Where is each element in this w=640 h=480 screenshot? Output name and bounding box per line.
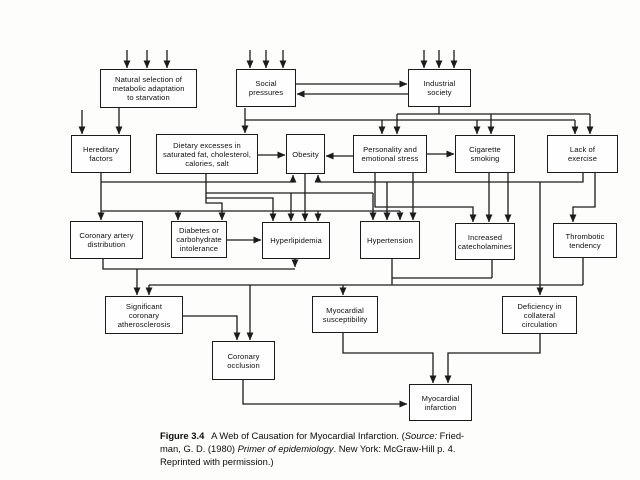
node-diabetes (171, 221, 227, 258)
node-label-line: Hyperlipidemia (270, 236, 322, 245)
node-myocardial-susceptibility (312, 296, 378, 333)
node-label-line: Coronary artery (79, 231, 134, 240)
node-social-pressures (236, 69, 296, 107)
node-label-line: Social (255, 79, 277, 88)
node-industrial-society (408, 69, 471, 107)
node-label-line: metabolic adaptation (112, 84, 185, 93)
node-label-line: Hypertension (367, 235, 413, 245)
node-label-line: calories, salt (185, 158, 229, 168)
node-label-line: catecholamines (457, 241, 513, 251)
node-coronary-artery-distribution (70, 221, 143, 259)
node-lack-of-exercise (547, 135, 618, 173)
node-label-line: to starvation (127, 93, 170, 102)
caption-text: Reprinted with permission.) (160, 455, 274, 467)
node-label-line: Cigarette (469, 145, 501, 154)
node-label-line: Obesity (292, 149, 319, 159)
node-label-line: Natural selection of (114, 75, 182, 84)
node-label-line: Myocardial (326, 305, 364, 315)
node-label-line: saturated fat, cholesterol, (163, 149, 251, 159)
caption-line-2 (160, 443, 464, 456)
caption-italic-text: Primer of epidemiology (237, 442, 334, 454)
caption-figure-label: Figure 3.4 (160, 430, 205, 441)
edge-dietary-to-diabetes (206, 174, 222, 220)
node-label-line: Hereditary (82, 145, 120, 154)
edge-atherosclerosis-to-occlusion (183, 316, 237, 340)
bus-atherosclerosis-upper (103, 259, 295, 269)
node-label-line: susceptibility (322, 314, 368, 324)
node-label-line: collateral (523, 310, 556, 320)
edge-personality-to-catecholamines (375, 173, 473, 222)
node-label-line: Significant (125, 301, 163, 311)
node-label-line: infarction (424, 402, 457, 412)
caption-italic-text: Source: (404, 430, 438, 441)
edge-occlusion-to-infarction (243, 380, 407, 404)
node-label-line: coronary (128, 310, 160, 320)
node-label-line: intolerance (179, 244, 219, 253)
node-label-line: Coronary (227, 351, 260, 361)
caption-text: A Web of Causation for Myocardial Infarction. ( (204, 430, 405, 441)
node-dietary-excesses (156, 134, 258, 174)
node-label-line: circulation (521, 319, 558, 329)
node-myocardial-infarction (409, 384, 472, 421)
node-thrombotic-tendency (553, 223, 617, 258)
node-increased-catecholamines (455, 223, 515, 260)
node-label-line: atherosclerosis (117, 319, 171, 329)
node-label-line: Lack of (569, 145, 596, 154)
node-label-line: Deficiency in (517, 301, 562, 311)
caption-line-3 (160, 456, 464, 469)
node-label-line: factors (89, 154, 113, 163)
node-label-line: distribution (87, 240, 126, 249)
caption-text: Fried- (437, 430, 465, 441)
edge-dietary-to-hyperlipidemia-1 (206, 198, 273, 221)
node-label-line: Dietary excesses in (173, 140, 241, 150)
node-label-line: emotional stress (361, 154, 419, 163)
edge-lack-to-obesity (318, 173, 583, 182)
node-label-line: Myocardial (421, 393, 460, 403)
edge-deficiency-to-infarction (448, 334, 540, 383)
node-natural-selection (100, 69, 197, 108)
caption-text: man, G. D. (1980) (160, 442, 238, 454)
node-hypertension (360, 221, 420, 259)
node-label-line: Personality and (363, 145, 417, 154)
caption-line-1 (160, 430, 464, 443)
node-hyperlipidemia (262, 222, 330, 259)
node-personality-stress (353, 135, 427, 173)
node-label-line: Industrial (423, 79, 456, 88)
node-label-line: smoking (470, 154, 500, 163)
node-label-line: tendency (569, 240, 601, 250)
node-significant-coronary-atherosclerosis (105, 296, 183, 334)
node-label-line: Thrombotic (565, 231, 605, 241)
node-label-line: Increased (467, 232, 503, 242)
node-label-line: exercise (567, 154, 598, 163)
node-coronary-occlusion (212, 341, 275, 380)
node-label-line: society (427, 88, 452, 97)
caption-text: . New York: McGraw-Hill p. 4. (333, 442, 456, 454)
node-cigarette-smoking (455, 135, 515, 173)
node-hereditary-factors (71, 135, 131, 173)
node-label-line: Diabetes or (179, 226, 219, 235)
node-label-line: carbohydrate (176, 235, 222, 244)
edge-lack-to-thrombotic (573, 173, 595, 222)
node-label-line: pressures (248, 88, 284, 97)
bus-industrial-society (397, 107, 590, 114)
figure-caption (160, 430, 464, 468)
edge-susceptibility-to-infarction (343, 333, 433, 383)
node-label-line: occlusion (227, 360, 260, 370)
node-deficiency-collateral-circulation (502, 296, 577, 334)
edge-hereditary-to-obesity (101, 175, 293, 182)
node-obesity (286, 134, 325, 174)
